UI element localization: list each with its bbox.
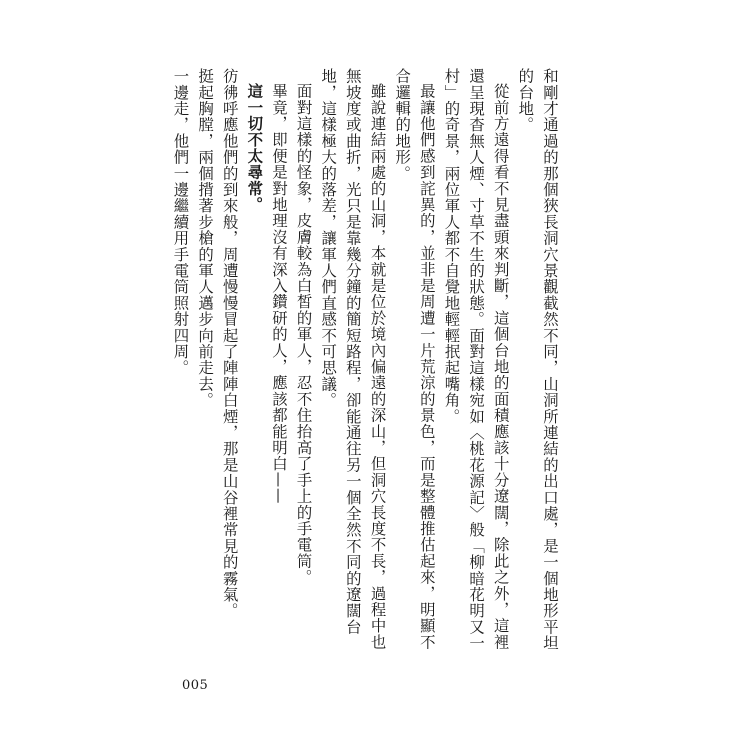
paragraph-2: 從前方遠得看不見盡頭來判斷，這個台地的面積應該十分遼闊，除此之外，這裡還呈現杳無人煙、寸草不生的狀態。面對這樣宛如〈桃花源記〉般「柳暗花明又一村」的奇景，兩位軍人都不自覺地輕輕抿起嘴角。	[442, 68, 510, 652]
paragraph-7	[242, 68, 267, 666]
vertical-text-body	[168, 68, 562, 666]
paragraph-10: 一邊走，他們一邊繼續用手電筒照射四周。	[171, 68, 190, 376]
paragraph-3: 最讓他們感到詫異的，並非是周遭一片荒涼的景色，而是整體推估起來，明顯不合邏輯的地形。	[393, 68, 436, 651]
paragraph-8: 彷彿呼應他們的到來般，周遭慢慢冒起了陣陣白煙，那是山谷裡常見的霧氣。	[220, 68, 239, 619]
paragraph-6: 畢竟，即便是對地理沒有深入鑽研的人，應該都能明白——	[269, 83, 288, 505]
paragraph-5: 面對這樣的怪象，皮膚較為白皙的軍人，忍不住抬高了手上的手電筒。	[294, 83, 313, 586]
page-number: 005	[182, 678, 209, 693]
emphasis-line: 這一切不太尋常。	[245, 83, 264, 213]
paragraph-4: 雖說連結兩處的山洞，本就是位於境內偏遠的深山，但洞穴長度不長，過程中也無坡度或曲折，光只是靠幾分鐘的簡短路程，卻能通往另一個全然不同的遼闊台地，這樣極大的落差，讓軍人們直感不可思議。	[319, 68, 387, 651]
paragraph-9: 挺起胸膛，兩個揹著步槍的軍人邁步向前走去。	[196, 68, 215, 409]
paragraph-1: 和剛才通過的那個狹長洞穴景觀截然不同，山洞所連結的出口處，是一個地形平坦的台地。	[516, 68, 559, 652]
